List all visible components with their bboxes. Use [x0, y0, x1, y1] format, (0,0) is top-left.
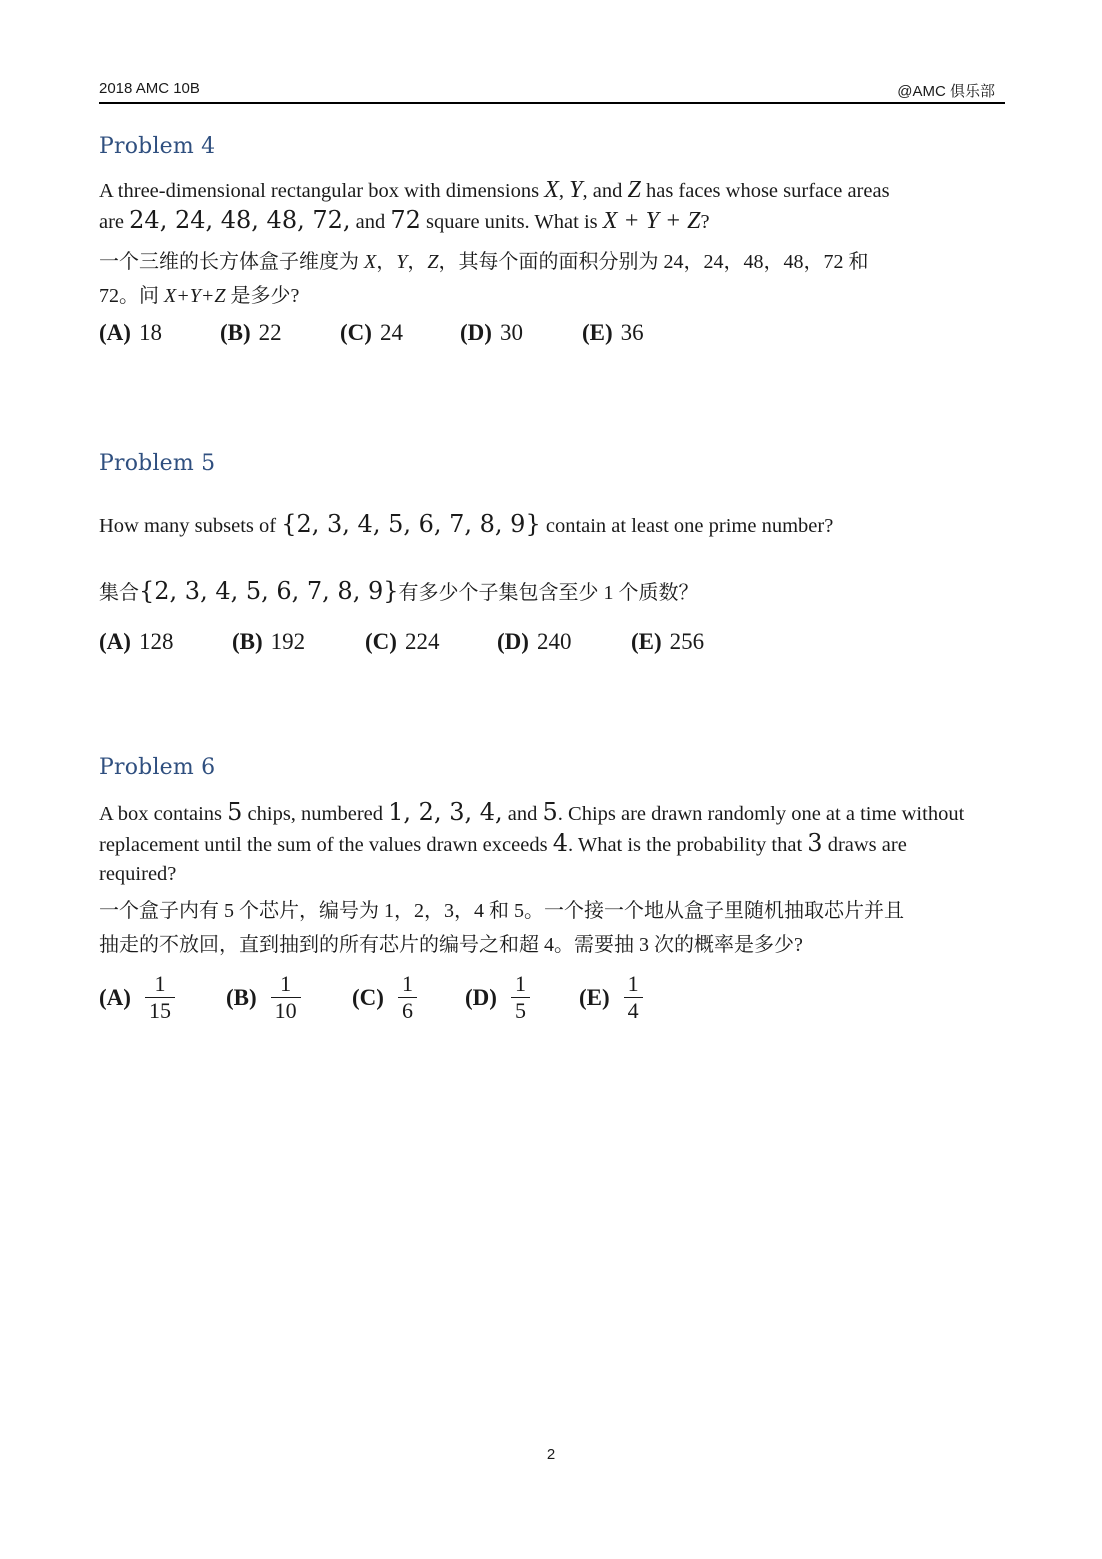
choice-b: (B) 22	[220, 320, 282, 345]
problem-5-chinese: 集合{2, 3, 4, 5, 6, 7, 8, 9}有多少个子集包含至少 1 个质数？	[99, 577, 699, 605]
choice-d: (D) $\frac{1}{5}$	[465, 972, 579, 1023]
choice-d: (D) 240	[497, 629, 572, 654]
choice-c: (C) 224	[365, 629, 440, 654]
choice-e: (E) 256	[631, 629, 705, 654]
fraction: $\frac{1}{15}$	[145, 972, 175, 1023]
problem-4-choices	[99, 320, 644, 346]
choice-b: (B) 192	[232, 629, 306, 654]
problem-5-english: How many subsets of {2, 3, 4, 5, 6, 7, 8, 9} contain at least one prime number?	[99, 510, 834, 538]
page-number: 2	[546, 1446, 556, 1463]
choice-d: (D) 30	[460, 320, 523, 345]
choice-c: (C) $\frac{1}{6}$	[352, 972, 465, 1023]
fraction: $\frac{1}{6}$	[398, 972, 417, 1023]
header-exam-title: 2018 AMC 10B	[99, 80, 200, 97]
choice-e: (E) 36	[582, 320, 644, 345]
fraction: $\frac{1}{10}$	[271, 972, 301, 1023]
fraction: $\frac{1}{4}$	[624, 972, 643, 1023]
choice-a: (A) $\frac{1}{15}$	[99, 972, 226, 1023]
problem-6-english: A box contains 5 chips, numbered 1, 2, 3, 4, and 5. Chips are drawn randomly one at a time without replacement until the sum of the values drawn exceeds 4. What is the probability that 3 draws are required?	[99, 798, 965, 885]
header-rule	[99, 102, 1005, 104]
choice-e: (E) $\frac{1}{4}$	[579, 972, 643, 1023]
problem-4-english: A three-dimensional rectangular box with dimensions X, Y, and Z has faces whose surface areas are 24, 24, 48, 48, 72, and 72 square units. What is X + Y + Z?	[99, 177, 890, 234]
problem-5-title: Problem 5	[99, 451, 216, 476]
problem-4-title: Problem 4	[99, 134, 216, 159]
choice-a: (A) 128	[99, 629, 174, 654]
problem-4-chinese: 一个三维的长方体盒子维度为 X，Y，Z，其每个面的面积分别为 24，24，48，48，72 和 72。问 X+Y+Z 是多少?	[99, 251, 869, 307]
fraction: $\frac{1}{5}$	[511, 972, 530, 1023]
choice-a: (A) 18	[99, 320, 162, 345]
problem-6-choices	[99, 972, 643, 1023]
page-header	[99, 80, 1005, 102]
problem-6-title: Problem 6	[99, 755, 216, 780]
choice-c: (C) 24	[340, 320, 403, 345]
problem-6-chinese: 一个盒子内有 5 个芯片，编号为 1，2，3，4 和 5。一个接一个地从盒子里随机抽取芯片并且 抽走的不放回，直到抽到的所有芯片的编号之和超 4。需要抽 3 次的概率是多少?	[99, 900, 904, 956]
header-club-name: @AMC 俱乐部	[897, 83, 995, 100]
choice-b: (B) $\frac{1}{10}$	[226, 972, 352, 1023]
problem-5-choices	[99, 629, 704, 655]
